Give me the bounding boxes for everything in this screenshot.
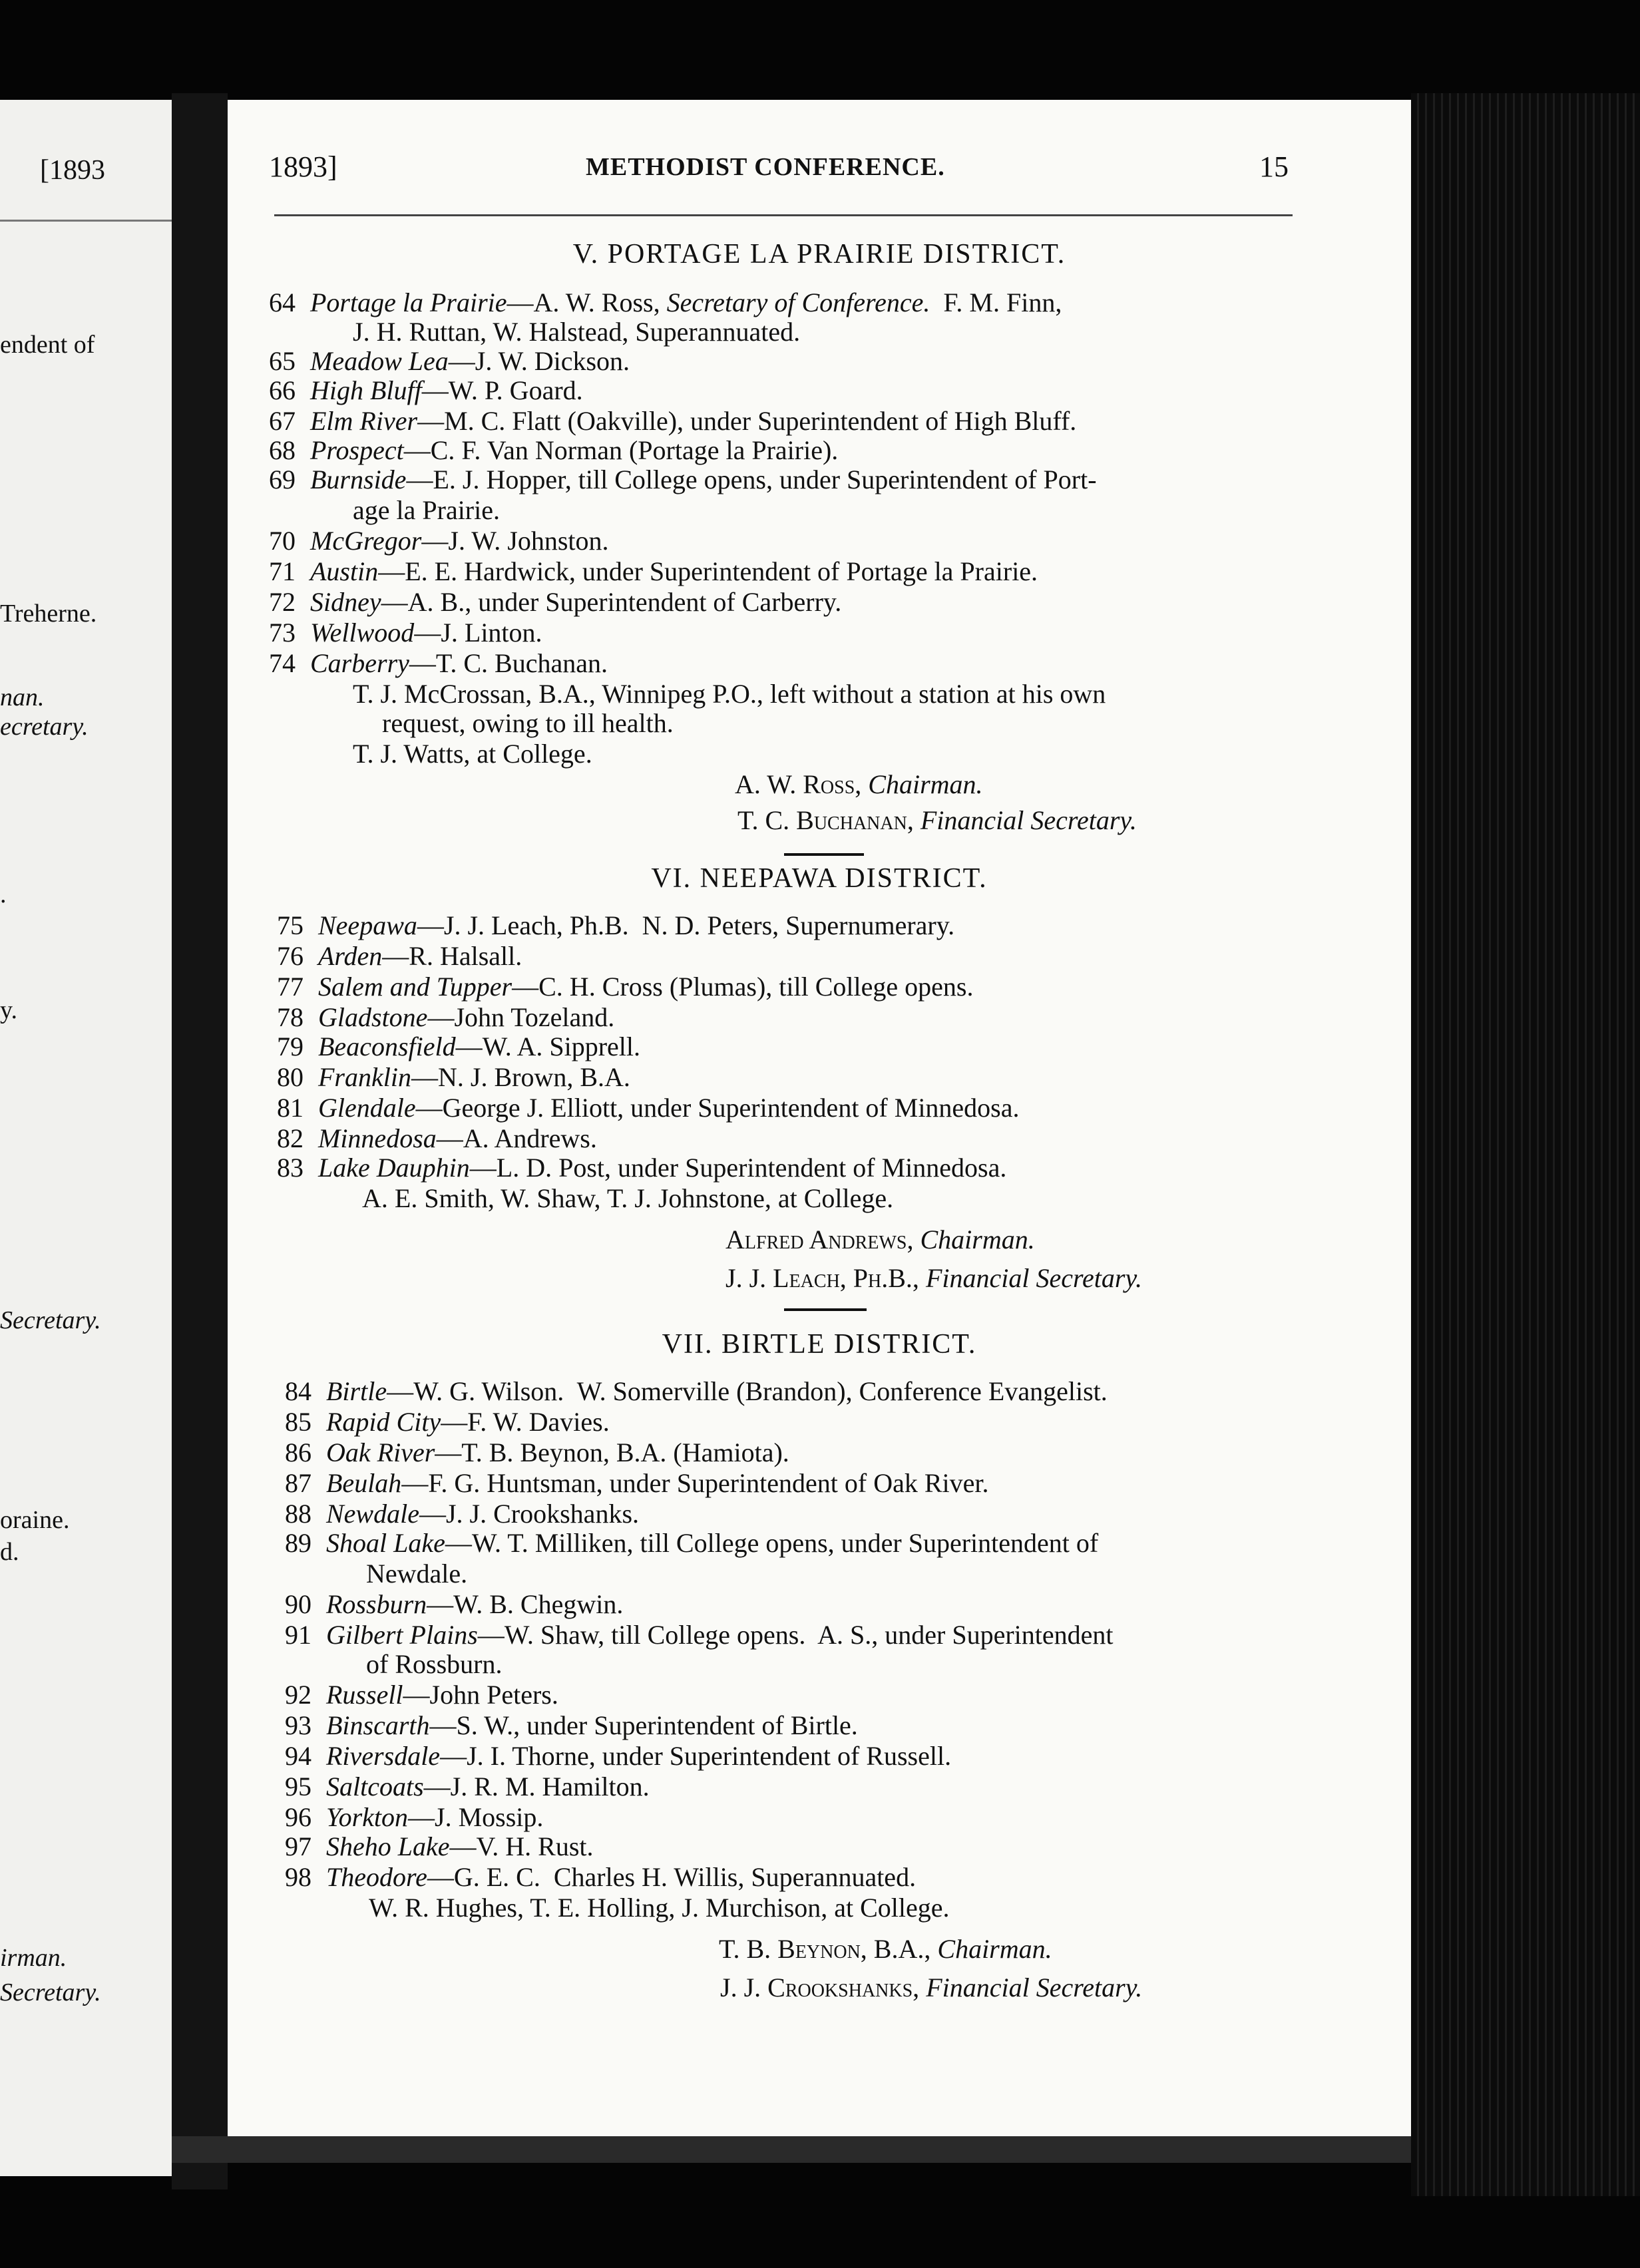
entry-line: 69 Burnside—E. J. Hopper, till College opens, under Superintendent of Port- [269, 465, 1097, 494]
left-facing-page [0, 100, 172, 2176]
note-line: T. J. Watts, at College. [353, 739, 592, 769]
entry-line: 90 Rossburn—W. B. Chegwin. [285, 1589, 624, 1619]
header-title: METHODIST CONFERENCE. [586, 153, 945, 181]
entry-line: 81 Glendale—George J. Elliott, under Superintendent of Minnedosa. [277, 1093, 1020, 1123]
left-fragment: Treherne. [0, 600, 97, 628]
left-fragment: Secretary. [0, 1979, 101, 2006]
left-header-rule [0, 220, 172, 222]
entry-line: 82 Minnedosa—A. Andrews. [277, 1123, 597, 1153]
entry-line: 84 Birtle—W. G. Wilson. W. Somerville (Brandon), Conference Evangelist. [285, 1376, 1108, 1406]
entry-line: 85 Rapid City—F. W. Davies. [285, 1407, 610, 1437]
entry-line: 86 Oak River—T. B. Beynon, B.A. (Hamiota). [285, 1437, 789, 1467]
note-continuation: request, owing to ill health. [382, 708, 674, 738]
signature-secretary: T. C. Buchanan, Financial Secretary. [737, 805, 1137, 835]
note-line: T. J. McCrossan, B.A., Winnipeg P.O., left without a station at his own [353, 679, 1106, 709]
entry-line: 71 Austin—E. E. Hardwick, under Superintendent of Portage la Prairie. [269, 556, 1038, 586]
signature-secretary: J. J. Crookshanks, Financial Secretary. [720, 1973, 1143, 2002]
entry-line: 70 McGregor—J. W. Johnston. [269, 526, 609, 556]
entry-continuation: Newdale. [366, 1559, 468, 1589]
entry-line: 97 Sheho Lake—V. H. Rust. [285, 1831, 594, 1861]
book-page-edges [1411, 93, 1640, 2196]
left-fragment: ecretary. [0, 713, 89, 741]
page-bottom-edge [172, 2136, 1411, 2163]
district-heading: V. PORTAGE LA PRAIRIE DISTRICT. [572, 239, 1066, 270]
entry-line: 73 Wellwood—J. Linton. [269, 618, 542, 648]
left-fragment: endent of [0, 331, 95, 359]
entry-line: 92 Russell—John Peters. [285, 1680, 558, 1710]
entry-line: 79 Beaconsfield—W. A. Sipprell. [277, 1032, 641, 1061]
left-fragment: Secretary. [0, 1306, 101, 1334]
entry-line: 64 Portage la Prairie—A. W. Ross, Secretary of Conference. F. M. Finn, [269, 287, 1062, 317]
entry-line: 87 Beulah—F. G. Huntsman, under Superintendent of Oak River. [285, 1468, 989, 1498]
left-fragment: y. [0, 996, 18, 1024]
entry-line: 93 Binscarth—S. W., under Superintendent of Birtle. [285, 1710, 858, 1740]
entry-line: 68 Prospect—C. F. Van Norman (Portage la Prairie). [269, 435, 839, 465]
page-number: 15 [1259, 150, 1289, 183]
entry-line: 72 Sidney—A. B., under Superintendent of Carberry. [269, 587, 842, 617]
entry-line: 76 Arden—R. Halsall. [277, 941, 522, 971]
note-line: A. E. Smith, W. Shaw, T. J. Johnstone, at College. [362, 1183, 894, 1213]
left-fragment: irman. [0, 1944, 67, 1972]
signature-chairman: Alfred Andrews, Chairman. [725, 1225, 1035, 1254]
district-heading: VII. BIRTLE DISTRICT. [662, 1329, 977, 1360]
signature-secretary: J. J. Leach, Ph.B., Financial Secretary. [725, 1263, 1143, 1293]
left-fragment: d. [0, 1538, 19, 1566]
left-fragment: nan. [0, 683, 45, 711]
left-fragment: . [0, 880, 7, 908]
entry-line: 78 Gladstone—John Tozeland. [277, 1002, 615, 1032]
entry-continuation: age la Prairie. [353, 495, 500, 525]
entry-line: 80 Franklin—N. J. Brown, B.A. [277, 1062, 630, 1092]
book-gutter [172, 93, 228, 2189]
note-line: W. R. Hughes, T. E. Holling, J. Murchison, at College. [369, 1893, 950, 1923]
entry-line: 98 Theodore—G. E. C. Charles H. Willis, Superannuated. [285, 1862, 917, 1892]
left-fragment: oraine. [0, 1506, 70, 1534]
entry-line: 88 Newdale—J. J. Crookshanks. [285, 1499, 640, 1529]
entry-continuation: J. H. Ruttan, W. Halstead, Superannuated. [353, 317, 801, 347]
entry-line: 95 Saltcoats—J. R. M. Hamilton. [285, 1772, 650, 1801]
entry-line: 83 Lake Dauphin—L. D. Post, under Superintendent of Minnedosa. [277, 1153, 1007, 1183]
entry-line: 94 Riversdale—J. I. Thorne, under Superintendent of Russell. [285, 1741, 952, 1771]
header-year: 1893] [269, 150, 337, 183]
entry-line: 66 High Bluff—W. P. Goard. [269, 375, 583, 405]
signature-chairman: T. B. Beynon, B.A., Chairman. [719, 1934, 1052, 1964]
entry-line: 89 Shoal Lake—W. T. Milliken, till College opens, under Superintendent of [285, 1528, 1099, 1558]
entry-line: 67 Elm River—M. C. Flatt (Oakville), under Superintendent of High Bluff. [269, 406, 1077, 436]
left-page-header: [1893 [40, 155, 105, 186]
entry-line: 74 Carberry—T. C. Buchanan. [269, 648, 608, 678]
section-divider [784, 853, 864, 856]
entry-continuation: of Rossburn. [366, 1649, 503, 1679]
entry-line: 65 Meadow Lea—J. W. Dickson. [269, 346, 630, 376]
header-rule [274, 214, 1293, 216]
district-heading: VI. NEEPAWA DISTRICT. [651, 863, 988, 894]
entry-line: 91 Gilbert Plains—W. Shaw, till College opens. A. S., under Superintendent [285, 1620, 1114, 1650]
entry-line: 75 Neepawa—J. J. Leach, Ph.B. N. D. Peters, Supernumerary. [277, 910, 955, 940]
entry-line: 96 Yorkton—J. Mossip. [285, 1802, 544, 1832]
section-divider [784, 1308, 867, 1311]
signature-chairman: A. W. Ross, Chairman. [735, 769, 983, 799]
entry-line: 77 Salem and Tupper—C. H. Cross (Plumas), till College opens. [277, 972, 974, 1002]
